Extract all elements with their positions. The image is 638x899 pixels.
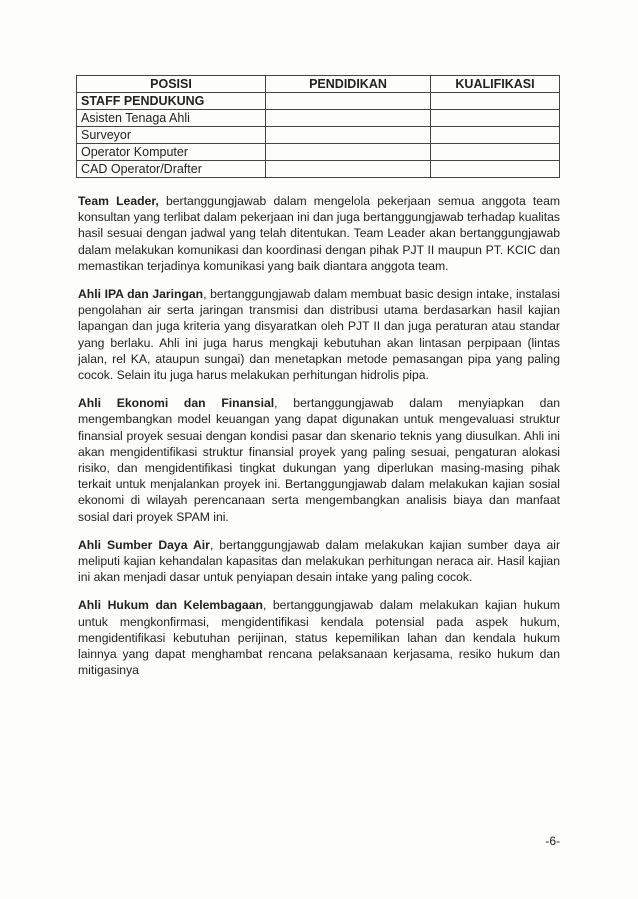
paragraph-team-leader: [78, 193, 560, 274]
position-cell: Surveyor: [77, 127, 266, 144]
paragraph-term: Ahli Ekonomi dan Finansial: [78, 396, 275, 411]
paragraph-ahli-hukum: [78, 597, 560, 678]
table-row: [77, 144, 560, 161]
header-posisi: POSISI: [77, 76, 266, 93]
paragraph-ahli-ipa: [78, 286, 560, 383]
position-cell: CAD Operator/Drafter: [77, 161, 266, 178]
header-kualifikasi: KUALIFIKASI: [431, 76, 560, 93]
paragraph-text: , bertanggungjawab dalam melakukan kajian sumber daya air meliputi kajian kehandalan kapasitas dan melakukan perhitungan neraca air. Hasil kajian ini akan menjadi dasar untuk penyiapan desain intake yang paling cocok.: [78, 537, 561, 585]
table-row: [77, 161, 560, 178]
paragraph-text: , bertanggungjawab dalam membuat basic design intake, instalasi pengolahan air serta jaringan transmisi dan distribusi utama berdasarkan hasil kajian lapangan dan juga kriteria yang disyaratkan oleh PJT II dan juga peraturan atau standar yang berlaku. Ahli ini juga harus mengkaji kebutuhan akan lintasan perpipaan (lintas jalan, rel KA, ataupun sungai) dan menetapkan metode pemasangan pipa yang paling cocok. Selain itu juga harus melakukan perhitungan hidrolis pipa.: [78, 287, 560, 383]
table-cell: [431, 161, 560, 178]
paragraph-term: Team Leader,: [78, 194, 159, 208]
table-cell: [431, 144, 560, 161]
paragraph-text: bertanggungjawab dalam mengelola pekerjaan semua anggota team konsultan yang terlibat dalam pekerjaan ini dan juga bertanggungjawab terhadap kualitas hasil sesuai dengan jadwal yang telah ditentukan. Team Leader akan bertanggungjawab dalam melakukan komunikasi dan koordinasi dengan pihak PJT II maupun PT. KCIC dan memastikan terjadinya komunikasi yang baik diantara anggota team.: [78, 194, 561, 273]
section-label: STAFF PENDUKUNG: [77, 93, 266, 110]
table-cell: [431, 93, 560, 110]
table-cell: [266, 110, 431, 127]
paragraph-text: , bertanggungjawab dalam melakukan kajian hukum untuk mengkonfirmasi, mengidentifikasi kendala potensial pada aspek hukum, mengidentifikasi kebutuhan perijinan, status kepemilikan lahan dan kendala hukum lainnya yang dapat menghambat rencana pelaksanaan kerjasama, resiko hukum dan mitigasinya: [78, 598, 560, 678]
paragraph-term: Ahli Hukum dan Kelembagaan: [78, 598, 263, 613]
table-cell: [266, 93, 431, 110]
page-number: -6-: [545, 834, 560, 848]
table-cell: [266, 127, 431, 144]
paragraph-ahli-ekonomi: [78, 395, 560, 525]
table-section-row: [77, 93, 560, 110]
table-cell: [266, 161, 431, 178]
header-pendidikan: PENDIDIKAN: [266, 76, 431, 93]
paragraph-term: Ahli Sumber Daya Air: [78, 537, 210, 552]
table-header-row: [77, 76, 560, 93]
body-text: [78, 193, 560, 690]
paragraph-ahli-sda: [78, 537, 560, 586]
table-cell: [266, 144, 431, 161]
table-cell: [431, 110, 560, 127]
table-row: [77, 127, 560, 144]
paragraph-term: Ahli IPA dan Jaringan: [78, 287, 204, 302]
paragraph-text: , bertanggungjawab dalam menyiapkan dan mengembangkan model keuangan yang dapat digunakan untuk mengevaluasi struktur finansial proyek sesuai dengan kondisi pasar dan skenario teknis yang diusulkan. Ahli ini akan mengidentifikasi struktur finansial proyek yang paling sesuai, pengaturan alokasi risiko, dan mengidentifikasi tingkat dukungan yang diperlukan masing-masing pihak terkait untuk menjalankan proyek ini. Bertanggungjawab dalam melakukan kajian sosial ekonomi di wilayah perencanaan serta mengembangkan analisis biaya dan manfaat sosial dari proyek SPAM ini.: [78, 396, 561, 524]
position-cell: Operator Komputer: [77, 144, 266, 161]
staff-table: [76, 75, 560, 178]
table-row: [77, 110, 560, 127]
table-cell: [431, 127, 560, 144]
position-cell: Asisten Tenaga Ahli: [77, 110, 266, 127]
